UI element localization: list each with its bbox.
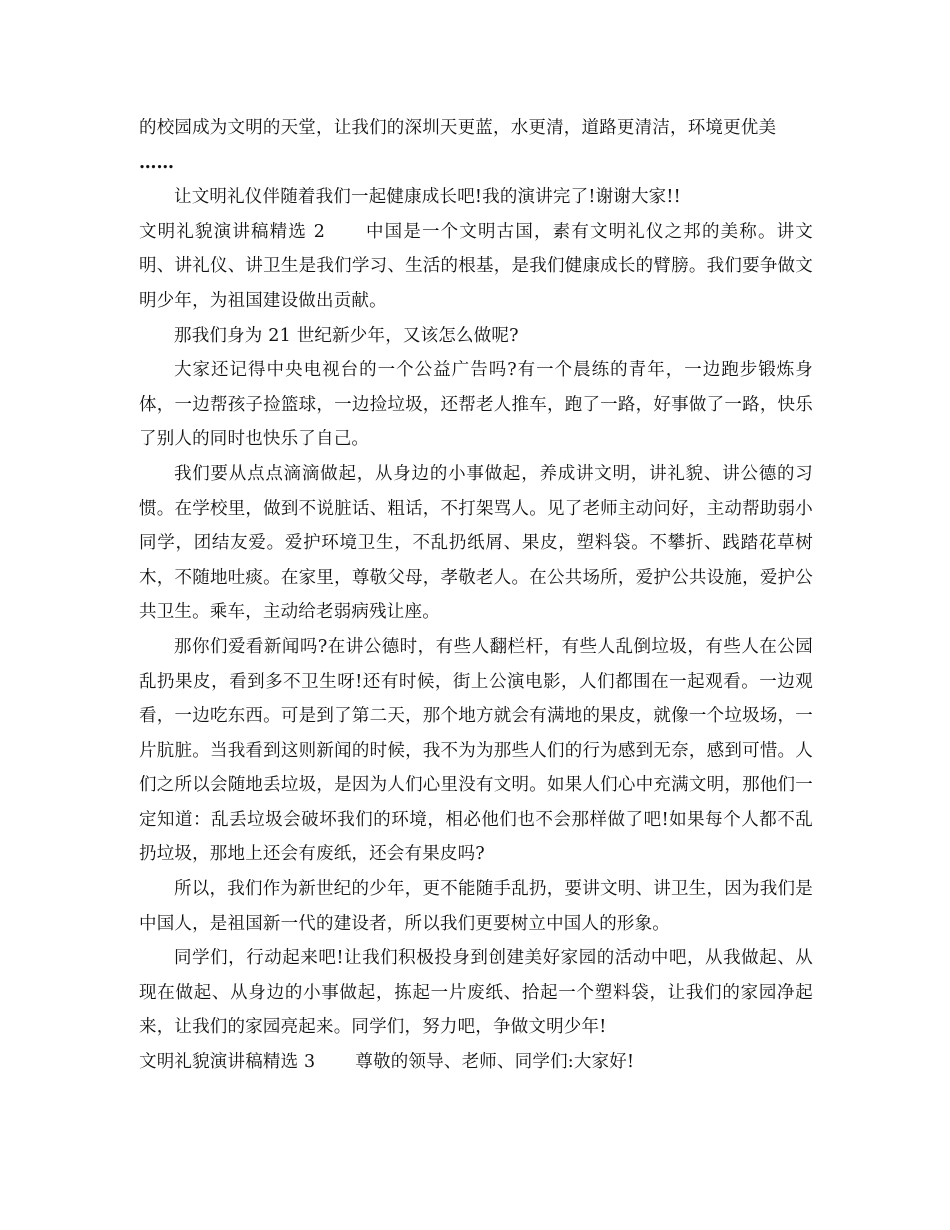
paragraph-continued: 的校园成为文明的天堂，让我们的深圳天更蓝，水更清，道路更清洁，环境更优美: [139, 118, 777, 138]
section-2-title: 文明礼貌演讲稿精选 2: [139, 221, 326, 242]
section-2: [139, 215, 813, 319]
ellipsis: ……: [139, 152, 174, 173]
section-3-title: 文明礼貌演讲稿精选 3: [139, 1052, 316, 1073]
paragraph: 那我们身为 21 世纪新少年，又该怎么做呢?: [174, 325, 519, 346]
paragraph: 我们要从点点滴滴做起，从身边的小事做起，养成讲文明，讲礼貌、讲公德的习惯。在学校里，做到不说脏话、粗话，不打架骂人。见了老师主动问好，主动帮助弱小同学，团结友爱。爱护环境卫生，不乱扔纸屑、果皮，塑料袋。不攀折、践踏花草树木，不随地吐痰。在家里，尊敬父母，孝敬老人。在公共场所，爱护公共设施，爱护公共卫生。乘车，主动给老弱病残让座。: [139, 463, 813, 623]
paragraph: 那你们爱看新闻吗?在讲公德时，有些人翻栏杆，有些人乱倒垃圾，有些人在公园乱扔果皮，看到多不卫生呀!还有时候，街上公演电影，人们都围在一起观看。一边观看，一边吃东西。可是到了第二天，那个地方就会有满地的果皮，就像一个垃圾场，一片肮脏。当我看到这则新闻的时候，我不为为那些人们的行为感到无奈，感到可惜。人们之所以会随地丢垃圾，是因为人们心里没有文明。如果人们心中充满文明，那他们一定知道：乱丢垃圾会破坏我们的环境，相必他们也不会那样做了吧!如果每个人都不乱扔垃圾，那地上还会有废纸，还会有果皮吗?: [139, 636, 813, 865]
document-body: [139, 111, 813, 1080]
paragraph: 所以，我们作为新世纪的少年，更不能随手乱扔，要讲文明、讲卫生，因为我们是中国人，是祖国新一代的建设者，所以我们更要树立中国人的形象。: [139, 879, 813, 934]
paragraph: 大家还记得中央电视台的一个公益广告吗?有一个晨练的青年，一边跑步锻炼身体，一边帮孩子捡篮球，一边捡垃圾，还帮老人推车，跑了一路，好事做了一路，快乐了别人的同时也快乐了自己。: [139, 360, 813, 450]
paragraph-closing: 让文明礼仪伴随着我们一起健康成长吧!我的演讲完了!谢谢大家!!: [174, 187, 681, 208]
paragraph: 同学们，行动起来吧!让我们积极投身到创建美好家园的活动中吧，从我做起、从现在做起、从身边的小事做起，拣起一片废纸、拾起一个塑料袋，让我们的家园净起来，让我们的家园亮起来。同学们，努力吧，争做文明少年!: [139, 948, 813, 1038]
section-3-intro: 尊敬的领导、老师、同学们:大家好!: [355, 1052, 635, 1073]
section-3: [139, 1045, 813, 1080]
section-2-intro: 中国是一个文明古国，素有文明礼仪之邦的美称。讲文明、讲礼仪、讲卫生是我们学习、生活的根基，是我们健康成长的臂膀。我们要争做文明少年，为祖国建设做出贡献。: [139, 221, 813, 311]
